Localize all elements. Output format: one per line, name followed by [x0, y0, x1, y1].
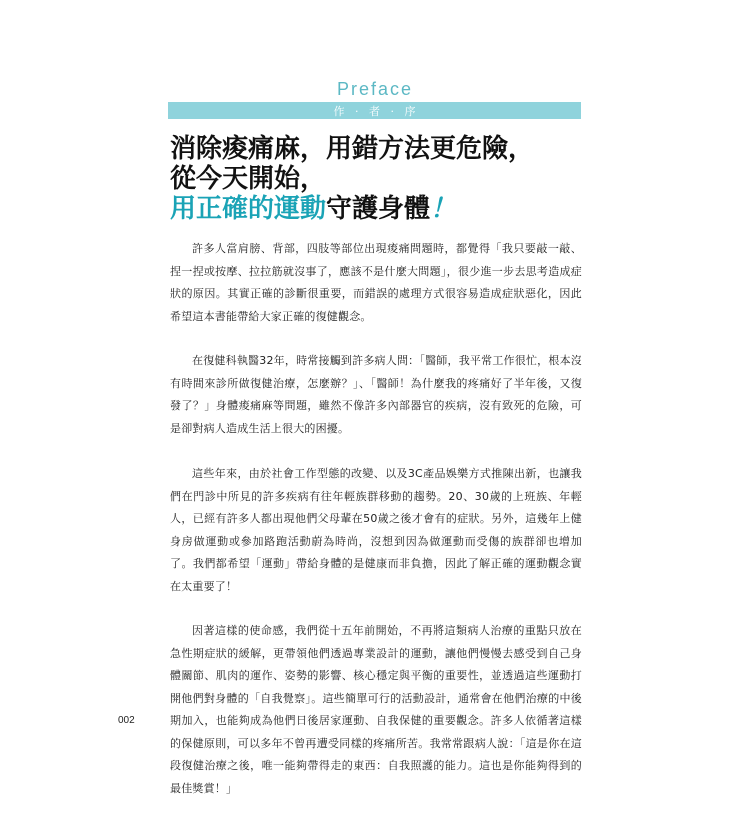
page-number: 002 [118, 715, 135, 726]
paragraph-2: 在復健科執醫32年，時常接觸到許多病人問：「醫師，我平常工作很忙，根本沒有時間來診所做復健治療，怎麼辦？」、「醫師！為什麼我的疼痛好了半年後，又復發了？」身體痠痛麻等問題，雖然不像許多內部器官的疾病，沒有致死的危險，可是卻對病人造成生活上很大的困擾。 [170, 354, 582, 435]
body-text [170, 238, 582, 822]
paragraph-3: 這些年來，由於社會工作型態的改變、以及3C產品娛樂方式推陳出新，也讓我們在門診中所見的許多疾病有往年輕族群移動的趨勢。20、30歲的上班族、年輕人，已經有許多人都出現他們父母輩在50歲之後才會有的症狀。另外，這幾年上健身房做運動或參加路跑活動蔚為時尚，沒想到因為做運動而受傷的族群卻也增加了。我們都希望「運動」帶給身體的是健康而非負擔，因此了解正確的運動觀念實在太重要了！ [170, 467, 582, 593]
paragraph-1: 許多人當肩膀、背部，四肢等部位出現痠痛問題時，都覺得「我只要敲一敲、捏一捏或按摩、拉拉筋就沒事了，應該不是什麼大問題」，很少進一步去思考造成症狀的原因。其實正確的診斷很重要，而錯誤的處理方式很容易造成症狀惡化，因此希望這本書能帶給大家正確的復健觀念。 [170, 242, 582, 323]
paragraph-4: 因著這樣的使命感，我們從十五年前開始，不再將這類病人治療的重點只放在急性期症狀的緩解，更帶領他們透過專業設計的運動，讓他們慢慢去感受到自己身體關節、肌肉的運作、姿勢的影響、核心穩定與平衡的重要性，並透過這些運動打開他們對身體的「自我覺察」。這些簡單可行的活動設計，通常會在他們治療的中後期加入，也能夠成為他們日後居家運動、自我保健的重要觀念。許多人依循著這樣的保健原則，可以多年不曾再遭受同樣的疼痛所苦。我常常跟病人說：「這是你在這段復健治療之後，唯一能夠帶得走的東西：自我照護的能力。這也是你能夠得到的最佳獎賞！」 [170, 624, 582, 795]
headline-line-3-rest: 守護身體 [326, 194, 431, 224]
headline-line-1: 消除痠痛麻，用錯方法更危險， [170, 134, 535, 164]
preface-title-en: Preface [336, 79, 414, 99]
headline-line-3 [170, 194, 534, 224]
preface-title-zh: 作 · 者 · 序 [333, 104, 416, 118]
headline-exclamation: ！ [430, 194, 457, 224]
chapter-headline [170, 134, 534, 224]
headline-line-2: 從今天開始， [170, 164, 327, 194]
preface-banner [168, 102, 581, 119]
headline-highlight: 用正確的運動 [170, 194, 327, 224]
